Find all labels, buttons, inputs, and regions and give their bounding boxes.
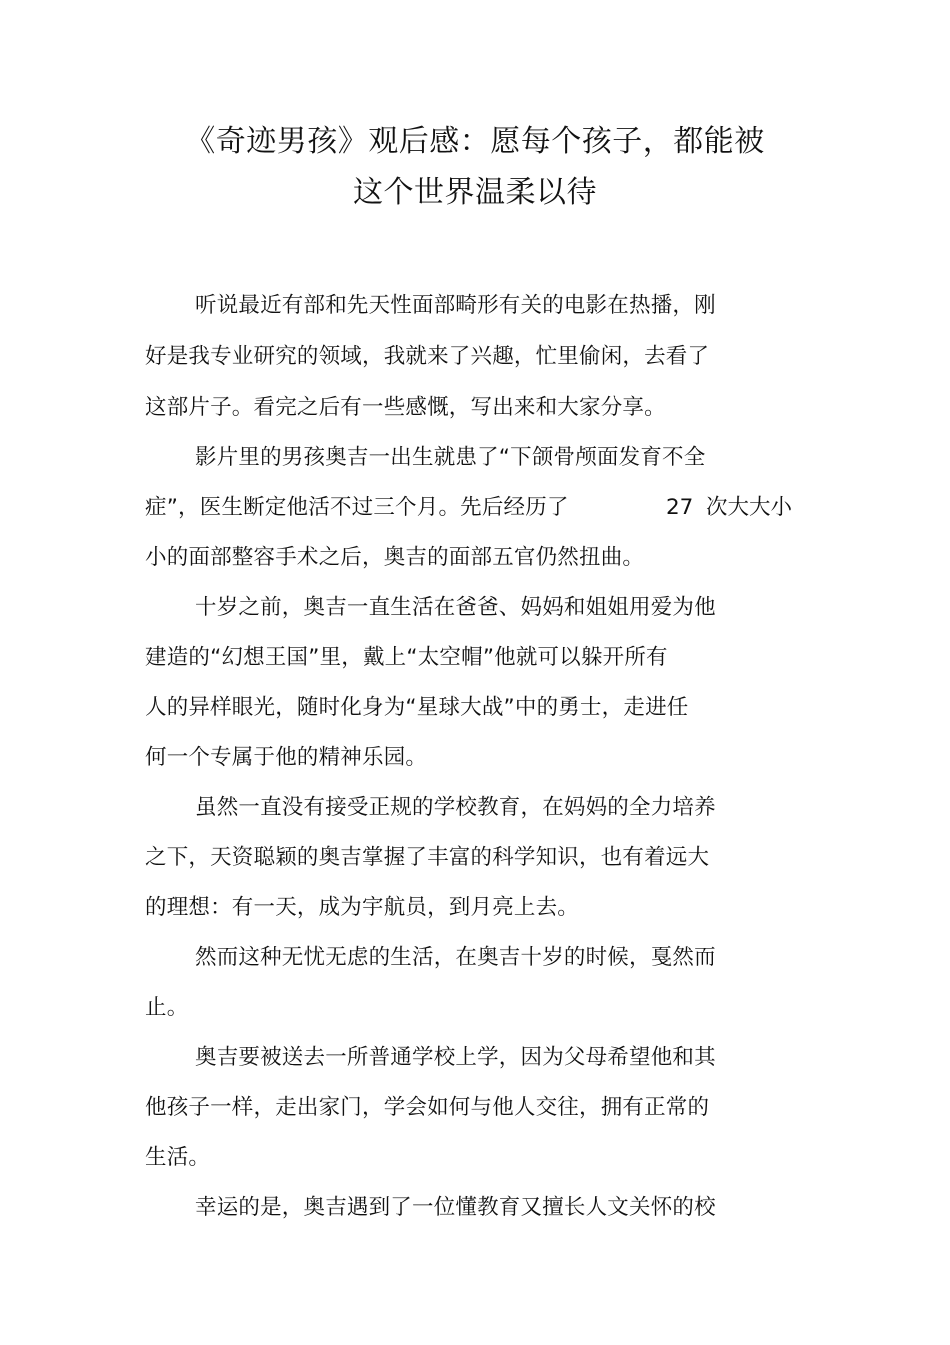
paragraph-6-line-1: 奥吉要被送去一所普通学校上学，因为父母希望他和其	[195, 1045, 716, 1070]
paragraph-1-line-1: 听说最近有部和先天性面部畸形有关的电影在热播，刚	[195, 293, 716, 318]
paragraph-4-line-2: 之下，天资聪颖的奥吉掌握了丰富的科学知识，也有着远大	[145, 845, 710, 870]
paragraph-4-line-1: 虽然一直没有接受正规的学校教育，在妈妈的全力培养	[195, 795, 716, 820]
paragraph-5-line-1: 然而这种无忧无虑的生活，在奥吉十岁的时候，戛然而	[195, 945, 716, 970]
paragraph-4-line-3: 的理想：有一天，成为宇航员，到月亮上去。	[145, 895, 580, 920]
document-title-line-1: 《奇迹男孩》观后感：愿每个孩子，都能被	[185, 124, 765, 159]
paragraph-6-line-3: 生活。	[145, 1145, 211, 1170]
paragraph-6-line-2: 他孩子一样，走出家门，学会如何与他人交往，拥有正常的	[145, 1095, 710, 1120]
paragraph-3-line-2: 建造的“幻想王国”里，戴上“太空帽”他就可以躲开所有	[145, 645, 668, 670]
paragraph-2-line-1: 影片里的男孩奥吉一出生就患了“下颌骨颅面发育不全	[195, 445, 706, 470]
paragraph-2-line-2-tail: 次大大小	[706, 495, 793, 520]
paragraph-1-line-3: 这部片子。看完之后有一些感慨，写出来和大家分享。	[145, 395, 666, 420]
paragraph-7-line-1: 幸运的是，奥吉遇到了一位懂教育又擅长人文关怀的校	[195, 1195, 716, 1220]
document-title-line-2: 这个世界温柔以待	[353, 175, 597, 210]
paragraph-2-line-2: 症”，医生断定他活不过三个月。先后经历了	[145, 495, 569, 520]
paragraph-3-line-4: 何一个专属于他的精神乐园。	[145, 745, 428, 770]
paragraph-1-line-2: 好是我专业研究的领域，我就来了兴趣，忙里偷闲，去看了	[145, 344, 710, 369]
paragraph-5-line-2: 止。	[145, 995, 189, 1020]
paragraph-3-line-1: 十岁之前，奥吉一直生活在爸爸、妈妈和姐姐用爱为他	[195, 595, 716, 620]
paragraph-2-number: 27	[666, 495, 694, 520]
paragraph-2-line-3: 小的面部整容手术之后，奥吉的面部五官仍然扭曲。	[145, 545, 645, 570]
paragraph-3-line-3: 人的异样眼光，随时化身为“星球大战”中的勇士，走进任	[145, 695, 689, 720]
